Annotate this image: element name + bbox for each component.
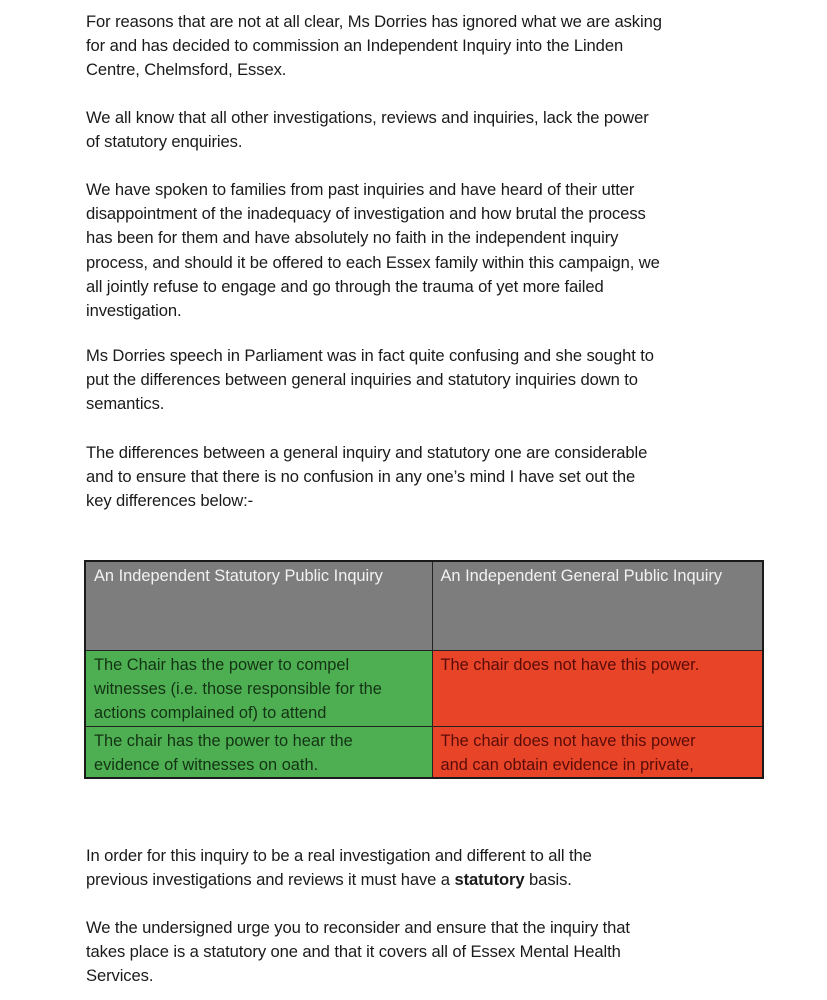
line: Services. (86, 966, 154, 986)
paragraph-parliament-speech (86, 344, 654, 417)
paragraph-dorries-ignored (86, 10, 662, 83)
cell-statutory-compel-witnesses (85, 651, 432, 727)
paragraph-statutory-basis (86, 844, 592, 892)
header-general-inquiry: An Independent General Public Inquiry (432, 561, 763, 651)
line: previous investigations and reviews it must have a (86, 870, 455, 890)
line: The chair has the power to hear the (94, 731, 353, 750)
paragraph-lack-of-power (86, 106, 649, 154)
line: witnesses (i.e. those responsible for the (94, 680, 382, 699)
line: takes place is a statutory one and that it covers all of Essex Mental Health (86, 942, 621, 962)
cell-general-no-power: The chair does not have this power. (432, 651, 763, 727)
line: and can obtain evidence in private, (440, 755, 694, 774)
paragraph-key-differences-intro (86, 441, 647, 514)
line: We have spoken to families from past inquiries and have heard of their utter (86, 180, 635, 199)
line: investigation. (86, 301, 182, 321)
emphasis-statutory: statutory (454, 870, 525, 890)
line: disappointment of the inadequacy of investigation and how brutal the process (86, 204, 646, 224)
cell-statutory-evidence-on-oath (85, 726, 432, 778)
line: has been for them and have absolutely no faith in the independent inquiry (86, 228, 619, 248)
line: For reasons that are not at all clear, Ms Dorries has ignored what we are asking (86, 12, 662, 31)
line: In order for this inquiry to be a real investigation and different to all the (86, 846, 592, 865)
line: Centre, Chelmsford, Essex. (86, 60, 287, 80)
table-row (85, 651, 763, 727)
line: We all know that all other investigations, reviews and inquiries, lack the power (86, 108, 649, 127)
table-row (85, 726, 763, 778)
line: The differences between a general inquiry and statutory one are considerable (86, 443, 648, 462)
inquiry-comparison-table (84, 560, 764, 779)
paragraph-undersigned-urge (86, 916, 630, 989)
line: key differences below:- (86, 491, 254, 511)
line: of statutory enquiries. (86, 132, 243, 152)
header-statutory-inquiry: An Independent Statutory Public Inquiry (85, 561, 432, 651)
line: put the differences between general inquiries and statutory inquiries down to (86, 370, 638, 390)
line: We the undersigned urge you to reconsider and ensure that the inquiry that (86, 918, 630, 937)
table-header-row (85, 561, 763, 651)
line-end: basis. (524, 870, 572, 890)
line: all jointly refuse to engage and go through the trauma of yet more failed (86, 276, 604, 296)
line: Ms Dorries speech in Parliament was in fact quite confusing and she sought to (86, 346, 654, 365)
line: The Chair has the power to compel (94, 656, 350, 674)
cell-general-evidence-in-private (432, 726, 763, 778)
line: evidence of witnesses on oath. (94, 755, 319, 774)
line: actions complained of) to attend (94, 704, 327, 723)
line: process, and should it be offered to each Essex family within this campaign, we (86, 252, 660, 272)
line: for and has decided to commission an Independent Inquiry into the Linden (86, 36, 624, 56)
paragraph-families-spoken (86, 178, 660, 323)
line: and to ensure that there is no confusion in any one’s mind I have set out the (86, 467, 636, 487)
line: semantics. (86, 394, 165, 414)
line: The chair does not have this power (440, 731, 696, 750)
